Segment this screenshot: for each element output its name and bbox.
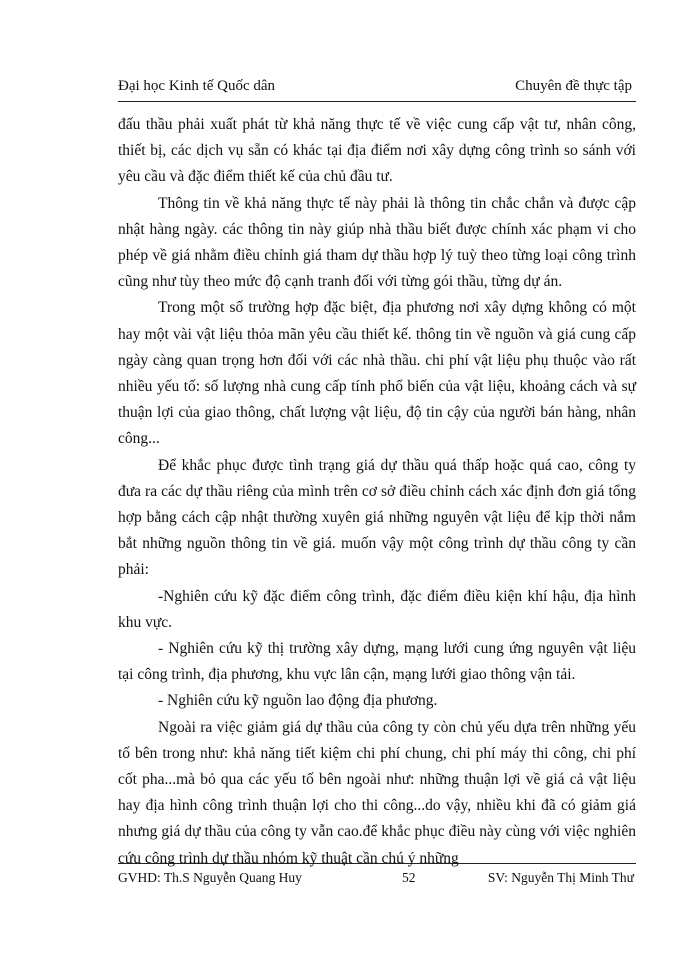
paragraph: Để khắc phục được tình trạng giá dự thầu quá thấp hoặc quá cao, công ty đưa ra các dự thầu riêng của mình trên cơ sở điều chỉnh cách xác định đơn giá tổng hợp bằng cách cập nhật thường xuyên giá những nguyên vật liệu để kịp thời nắm bắt những nguồn thông tin về giá. muốn vậy một công trình dự thầu công ty cần phải: [118, 456, 636, 579]
paragraph: Trong một số trường hợp đặc biệt, địa phương nơi xây dựng không có một hay một vài vật liệu thỏa mãn yêu cầu thiết kế. thông tin về nguồn và giá cung cấp ngày càng quan trọng hơn đối với các nhà thầu. chi phí vật liệu phụ thuộc vào rất nhiều yếu tố: số lượng nhà cung cấp tính phổ biến của vật liệu, khoảng cách và sự thuận lợi của giao thông, chất lượng vật liệu, độ tin cậy của người bán hàng, nhân công... [118, 299, 636, 448]
header-document-type: Chuyên đề thực tập [515, 78, 632, 94]
list-item: - Nghiên cứu kỹ nguồn lao động địa phương. [158, 692, 438, 710]
footer-advisor: GVHD: Th.S Nguyễn Quang Huy [118, 870, 302, 885]
page-header [118, 78, 636, 100]
footer-student: SV: Nguyễn Thị Minh Thư [487, 870, 634, 885]
paragraph: Thông tin về khả năng thực tế này phải là thông tin chắc chắn và được cập nhật hàng ngày. các thông tin này giúp nhà thầu biết được chính xác phạm vi cho phép về giá nhằm điều chỉnh giá tham dự thầu hợp lý tuỳ theo từng loại công trình cũng như tùy theo mức độ cạnh tranh đối với từng gói thầu, từng dự án. [118, 194, 636, 291]
footer-divider [118, 863, 636, 864]
list-item: -Nghiên cứu kỹ đặc điểm công trình, đặc điểm điều kiện khí hậu, địa hình khu vực. [118, 587, 636, 631]
list-item: - Nghiên cứu kỹ thị trường xây dựng, mạng lưới cung ứng nguyên vật liệu tại công trình, địa phương, khu vực lân cận, mạng lưới giao thông vận tải. [118, 640, 636, 684]
header-university: Đại học Kinh tế Quốc dân [118, 78, 276, 94]
paragraph: Ngoài ra việc giảm giá dự thầu của công ty còn chủ yếu dựa trên những yếu tố bên trong như: khả năng tiết kiệm chi phí chung, chi phí máy thi công, chi phí cốt pha...mà bỏ qua các yếu tố bên ngoài như: những thuận lợi về giá cả vật liệu hay địa hình công trình thuận lợi cho thi công...do vậy, nhiều khi đã có giảm giá nhưng giá dự thầu của công ty vẫn cao.để khắc phục điều này cùng với việc nghiên cứu công trình dự thầu nhóm kỹ thuật cần chú ý những [118, 718, 636, 867]
page-footer [118, 870, 636, 890]
document-body [118, 112, 636, 872]
page-number: 52 [402, 870, 416, 885]
header-divider [118, 101, 636, 102]
paragraph: đấu thầu phải xuất phát từ khả năng thực tế về việc cung cấp vật tư, nhân công, thiết bị, các dịch vụ sẵn có khác tại địa điểm nơi xây dựng công trình so sánh với yêu cầu và đặc điểm thiết kế của chủ đầu tư. [118, 116, 636, 186]
